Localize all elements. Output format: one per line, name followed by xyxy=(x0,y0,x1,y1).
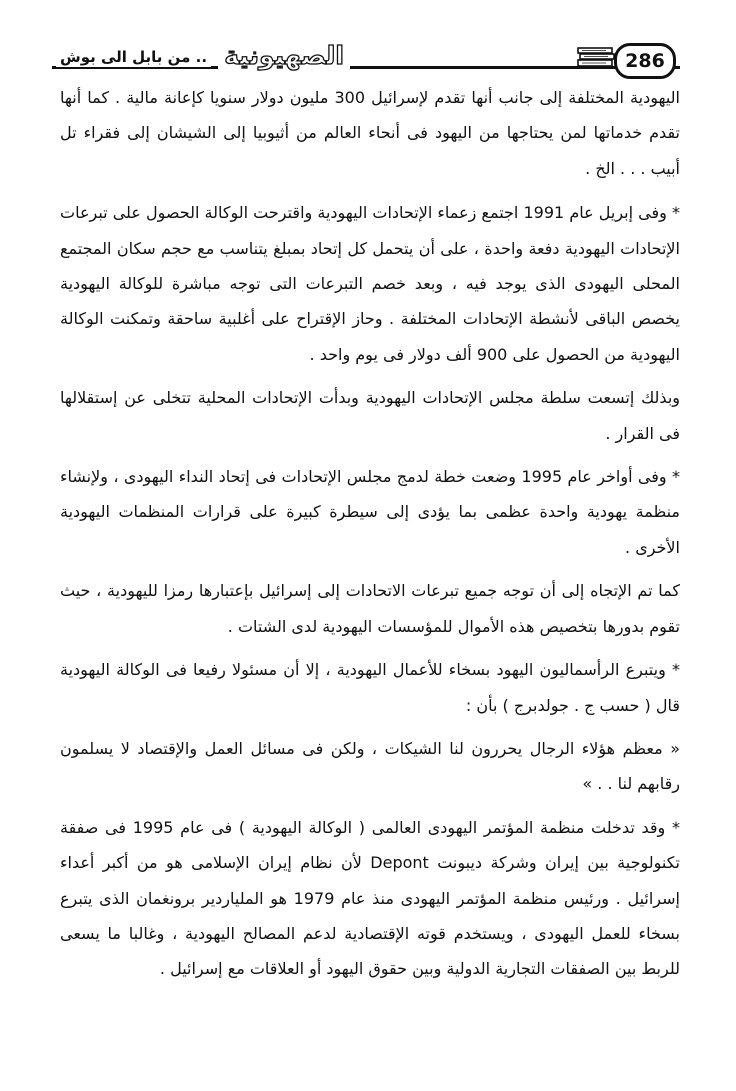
book-title: الصهيونية xyxy=(218,40,350,72)
book-subtitle: .. من بابل الى بوش xyxy=(56,47,211,67)
paragraph: * وفى إبريل عام 1991 اجتمع زعماء الإتحادات اليهودية واقترحت الوكالة الحصول على تبرعات الإتحادات اليهودية دفعة واحدة ، على أن يتحمل كل إتحاد بمبلغ يتناسب مع حجم سكان المجتمع المحلى اليهودى الذى يوجد فيه ، وبعد خصم التبرعات التى توجه مباشرة للوكالة اليهودية يخصص الباقى لأنشطة الإتحادات المختلفة . وحاز الإقتراح على أغلبية ساحقة وتمكنت الوكالة اليهودية من الحصول على 900 ألف دولار فى يوم واحد . xyxy=(60,203,680,364)
page-number: 286 xyxy=(614,43,676,79)
running-header xyxy=(52,40,680,80)
paragraph: * ويتبرع الرأسماليون اليهود بسخاء للأعمال اليهودية ، إلا أن مسئولا رفيعا فى الوكالة اليهودية قال ( حسب ج . جولدبرج ) بأن : xyxy=(60,660,680,715)
paragraph: * وفى أواخر عام 1995 وضعت خطة لدمج مجلس الإتحادات فى إتحاد النداء اليهودى ، ولإنشاء منظمة يهودية واحدة عظمى بما يؤدى إلى سيطرة كبيرة على قرارات المنظمات اليهودية الأخرى . xyxy=(60,467,681,557)
paragraph: كما تم الإتجاه إلى أن توجه جميع تبرعات الاتحادات إلى إسرائيل بإعتبارها رمزا لليهودية ، حيث تقوم بدورها بتخصيص هذه الأموال للمؤسسات اليهودية لدى الشتات . xyxy=(60,581,680,636)
paragraph: وبذلك إتسعت سلطة مجلس الإتحادات اليهودية وبدأت الإتحادات المحلية تتخلى عن إستقلالها فى القرار . xyxy=(60,388,680,443)
paragraph: اليهودية المختلفة إلى جانب أنها تقدم لإسرائيل 300 مليون دولار سنويا كإعانة مالية . كما أنها تقدم خدماتها لمن يحتاجها من اليهود فى أنحاء العالم من أثيوبيا إلى الشيشان إلى فقراء تل أبيب . . . الخ . xyxy=(60,88,681,178)
paragraph: * وقد تدخلت منظمة المؤتمر اليهودى العالمى ( الوكالة اليهودية ) فى عام 1995 فى صفقة تكنولوجية بين إيران وشركة ديبونت Depont لأن نظام إيران الإسلامى هو من أكبر أعداء إسرائيل . ورئيس منظمة المؤتمر اليهودى منذ عام 1979 هو الملياردير برونغمان الذى يتبرع بسخاء للعمل اليهودى ، ويستخدم قوته الإقتصادية لدعم المصالح اليهودية ، وغالبا ما يسعى للربط بين الصفقات التجارية الدولية وبين حقوق اليهود أو العلاقات مع إسرائيل . xyxy=(60,817,681,979)
book-stack-icon xyxy=(576,46,616,68)
quote-paragraph: « معظم هؤلاء الرجال يحررون لنا الشيكات ، ولكن فى مسائل العمل والإقتصاد لا يسلمون رقابهم لنا . . » xyxy=(60,738,680,794)
page-body xyxy=(60,80,680,995)
